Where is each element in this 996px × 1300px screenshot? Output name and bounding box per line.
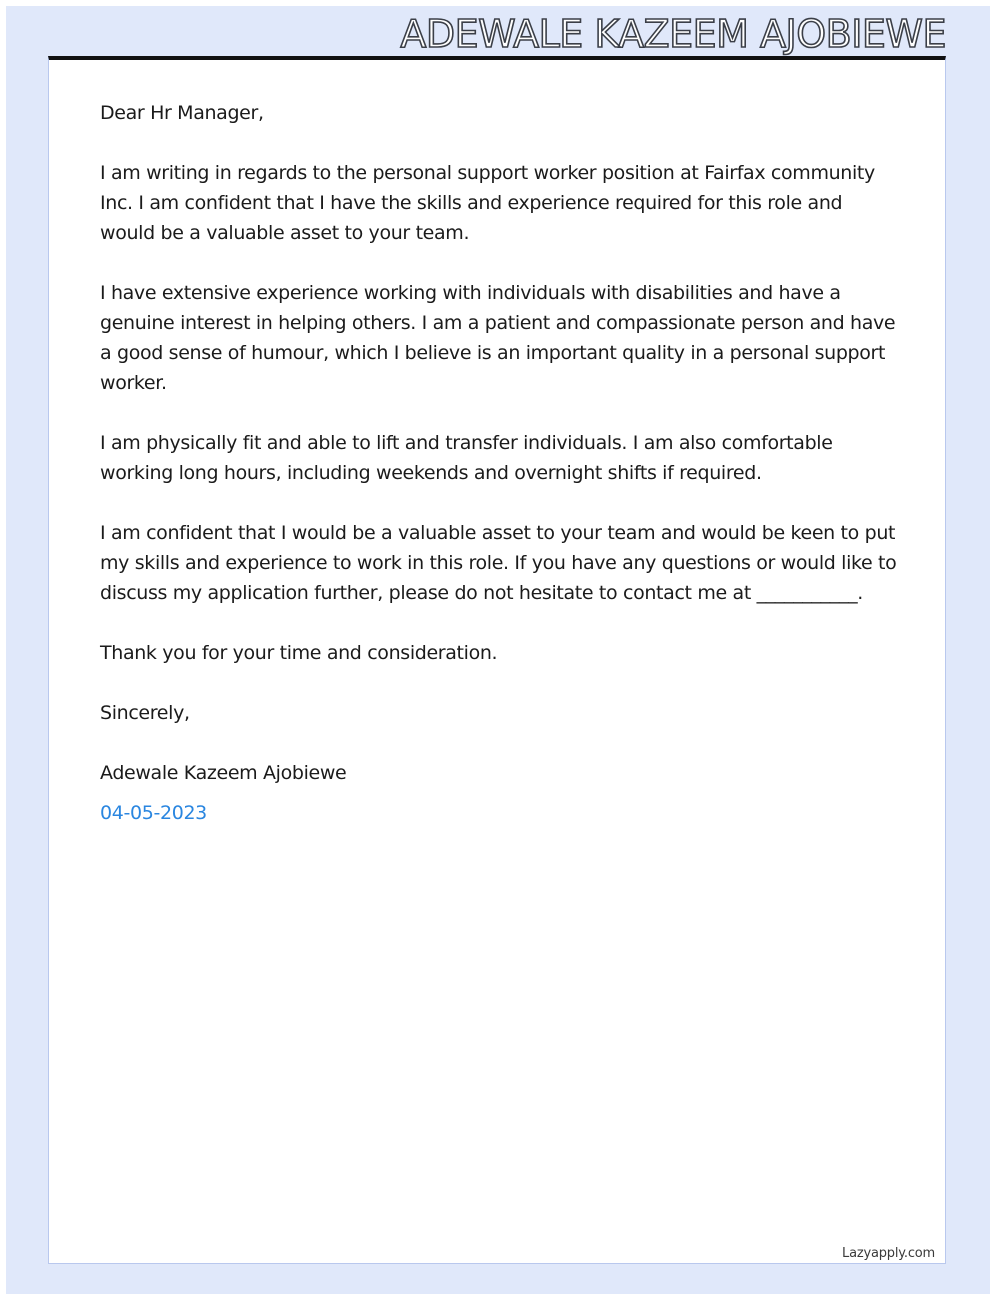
paragraph-physical: I am physically fit and able to lift and transfer individuals. I am also comfortable working long hours, including weekends and overnight shifts if required. (100, 432, 833, 484)
paragraph-experience: I have extensive experience working with individuals with disabilities and have a genuine interest in helping others. I am a patient and compassionate person and have a good sense of humour, which I believe is an important quality in a personal support worker. (100, 282, 896, 394)
letter-date: 04-05-2023 (100, 802, 207, 824)
paragraph-thanks: Thank you for your time and consideration. (100, 642, 498, 664)
watermark: Lazyapply.com (842, 1246, 935, 1261)
paragraph-contact: I am confident that I would be a valuable asset to your team and would be keen to put my skills and experience to work in this role. If you have any questions or would like to discuss my application further, please do not hesitate to contact me at ___________. (100, 522, 897, 604)
signature-name: Adewale Kazeem Ajobiewe (100, 762, 347, 784)
paragraph-intro: I am writing in regards to the personal support worker position at Fairfax community Inc. I am confident that I have the skills and experience required for this role and would be a valuable asset to your team. (100, 162, 875, 244)
closing: Sincerely, (100, 702, 190, 724)
applicant-name-header: ADEWALE KAZEEM AJOBIEWE (400, 12, 946, 56)
salutation: Dear Hr Manager, (100, 102, 264, 124)
letter-body (100, 98, 900, 858)
